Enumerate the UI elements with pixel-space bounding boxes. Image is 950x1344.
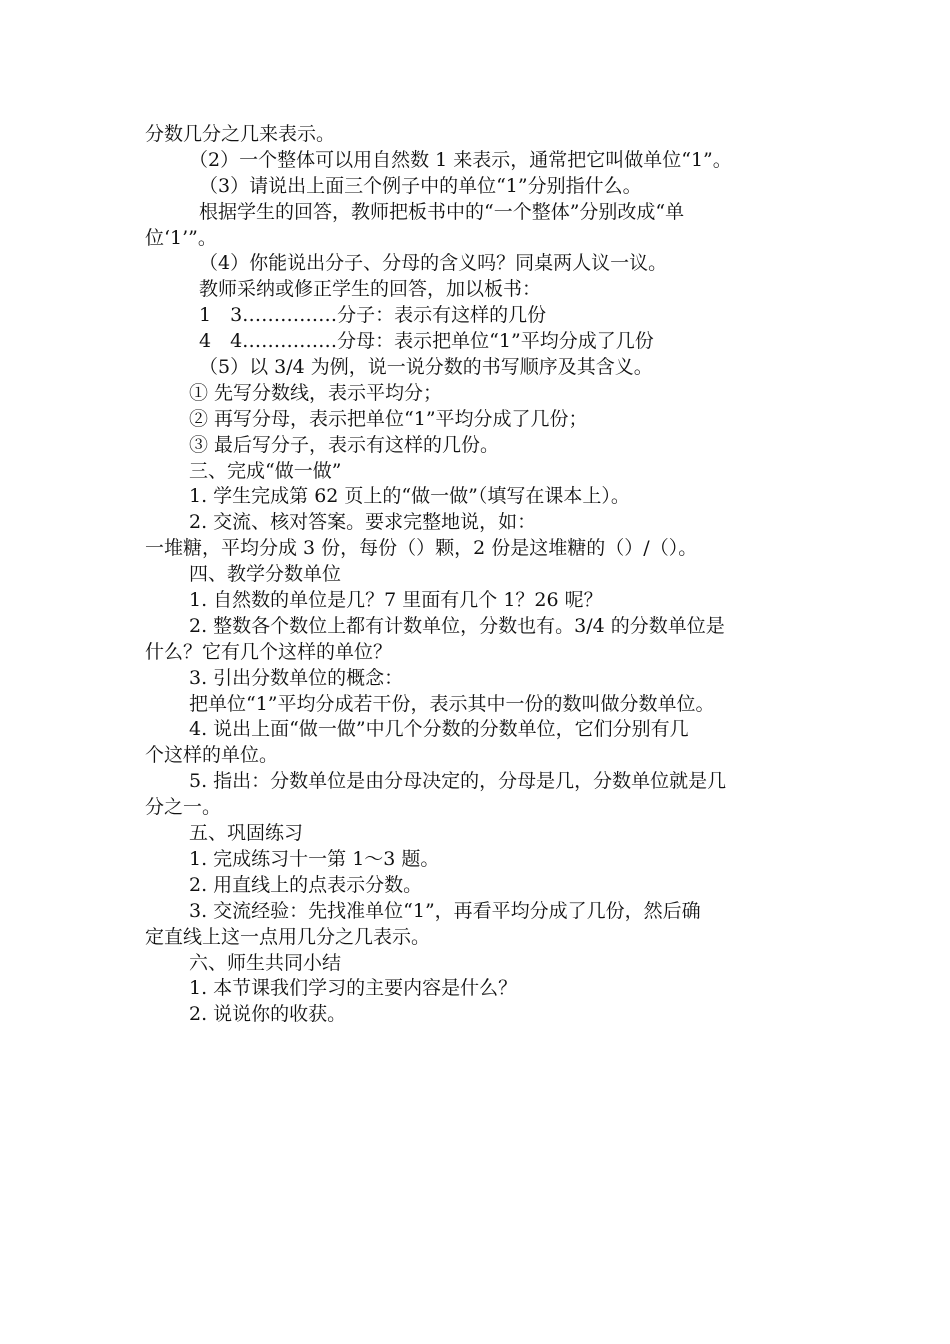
text-line: 1. 完成练习十一第 1～3 题。 bbox=[189, 847, 440, 870]
text-line: 什么？它有几个这样的单位？ bbox=[145, 640, 393, 663]
text-line: 4 4……………分母：表示把单位“1”平均分成了几份 bbox=[199, 330, 654, 353]
text-line: （5）以 3/4 为例，说一说分数的书写顺序及其含义。 bbox=[199, 356, 653, 379]
section-heading: 六、师生共同小结 bbox=[189, 951, 342, 974]
text-line: 分之一。 bbox=[145, 796, 222, 819]
text-line: 一堆糖，平均分成 3 份，每份（）颗，2 份是这堆糖的（）/（）。 bbox=[145, 537, 698, 560]
text-line: 位‘1’”。 bbox=[145, 226, 217, 249]
text-line: 教师采纳或修正学生的回答，加以板书： bbox=[199, 278, 542, 301]
text-line: 5. 指出：分数单位是由分母决定的，分母是几，分数单位就是几 bbox=[189, 770, 727, 793]
text-line: 根据学生的回答，教师把板书中的“一个整体”分别改成“单 bbox=[199, 200, 685, 223]
document-body bbox=[145, 122, 815, 1028]
text-line: 分数几分之几来表示。 bbox=[145, 123, 336, 145]
text-line: 3. 引出分数单位的概念： bbox=[189, 666, 404, 689]
text-line: （3）请说出上面三个例子中的单位“1”分别指什么。 bbox=[199, 174, 642, 197]
text-line: ① 先写分数线，表示平均分； bbox=[189, 381, 443, 404]
text-line: 1. 学生完成第 62 页上的“做一做”（填写在课本上）。 bbox=[189, 485, 630, 508]
text-line: 1. 本节课我们学习的主要内容是什么？ bbox=[189, 977, 518, 1000]
section-heading: 四、教学分数单位 bbox=[189, 563, 342, 586]
section-heading: 五、巩固练习 bbox=[189, 822, 304, 845]
text-line: （4）你能说出分子、分母的含义吗？同桌两人议一议。 bbox=[199, 252, 668, 275]
text-line: 2. 用直线上的点表示分数。 bbox=[189, 873, 423, 896]
text-line: 2. 交流、核对答案。要求完整地说，如： bbox=[189, 511, 537, 534]
text-line: ② 再写分母，表示把单位“1”平均分成了几份； bbox=[189, 407, 588, 430]
text-line: ③ 最后写分子，表示有这样的几份。 bbox=[189, 433, 500, 456]
text-line: 1 3……………分子：表示有这样的几份 bbox=[199, 304, 547, 327]
text-line: 1. 自然数的单位是几？7 里面有几个 1？26 呢？ bbox=[189, 589, 603, 612]
text-line: 2. 整数各个数位上都有计数单位，分数也有。3/4 的分数单位是 bbox=[189, 614, 725, 637]
section-heading: 三、完成“做一做” bbox=[189, 459, 342, 482]
text-line: 2. 说说你的收获。 bbox=[189, 1003, 347, 1026]
text-line: 定直线上这一点用几分之几表示。 bbox=[145, 925, 431, 948]
text-line: 个这样的单位。 bbox=[145, 744, 279, 767]
text-line: 3. 交流经验：先找准单位“1”，再看平均分成了几份，然后确 bbox=[189, 899, 701, 922]
text-line: （2）一个整体可以用自然数 1 来表示，通常把它叫做单位“1”。 bbox=[189, 148, 732, 171]
text-line: 4. 说出上面“做一做”中几个分数的分数单位，它们分别有几 bbox=[189, 718, 689, 741]
text-line: 把单位“1”平均分成若干份，表示其中一份的数叫做分数单位。 bbox=[189, 692, 715, 715]
